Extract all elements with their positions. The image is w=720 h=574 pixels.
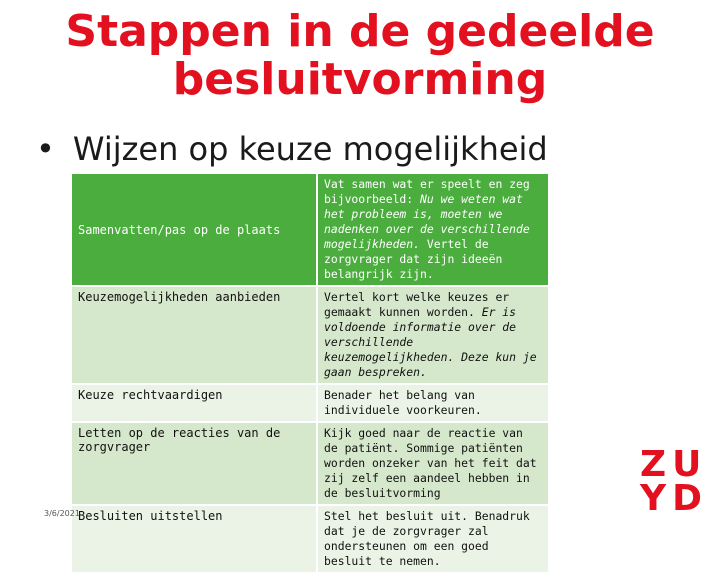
step-cell: Samenvatten/pas op de plaats bbox=[71, 173, 317, 286]
description-italic: Nu we weten wat het probleem is, moeten we nadenken over de verschillende mogelijkheden. bbox=[324, 192, 530, 251]
bullet-text: Wijzen op keuze mogelijkheid bbox=[72, 130, 548, 168]
bullet-point bbox=[36, 130, 548, 168]
table-row bbox=[71, 505, 549, 573]
table-row bbox=[71, 384, 549, 422]
zuyd-logo bbox=[640, 444, 708, 519]
slide-title-line2: besluitvorming bbox=[172, 54, 548, 105]
description-italic: Er is voldoende informatie over de verschillende keuzemogelijkheden. Deze kun je gaan bespreken. bbox=[324, 305, 537, 379]
description-cell bbox=[317, 173, 549, 286]
description-cell: Kijk goed naar de reactie van de patiënt. Sommige patiënten worden onzeker van het feit dat zij zelf een aandeel hebben in de besluitvorming bbox=[317, 422, 549, 505]
logo-line1: ZU bbox=[640, 444, 708, 485]
description-cell: Benader het belang van individuele voorkeuren. bbox=[317, 384, 549, 422]
description-text: Vertel kort welke keuzes er gemaakt kunnen worden. bbox=[324, 290, 510, 319]
description-cell bbox=[317, 286, 549, 384]
step-cell: Keuze rechtvaardigen bbox=[71, 384, 317, 422]
table-row bbox=[71, 422, 549, 505]
slide-date: 3/6/2021 bbox=[44, 509, 80, 518]
bullet-icon: • bbox=[36, 130, 55, 168]
step-cell: Letten op de reacties van de zorgvrager bbox=[71, 422, 317, 505]
description-after: Vertel de zorgvrager dat zijn ideeën belangrijk zijn. bbox=[324, 237, 503, 281]
steps-table bbox=[70, 172, 550, 574]
step-cell: Besluiten uitstellen bbox=[71, 505, 317, 573]
table-row bbox=[71, 286, 549, 384]
slide-title bbox=[40, 8, 680, 104]
step-cell: Keuzemogelijkheden aanbieden bbox=[71, 286, 317, 384]
table-row bbox=[71, 173, 549, 286]
description-text: Vat samen wat er speelt en zeg bijvoorbeeld: bbox=[324, 177, 530, 206]
slide-title-line1: Stappen in de gedeelde bbox=[65, 6, 655, 57]
description-cell: Stel het besluit uit. Benadruk dat je de zorgvrager zal ondersteunen om een goed besluit te nemen. bbox=[317, 505, 549, 573]
logo-line2: YD bbox=[640, 478, 708, 519]
